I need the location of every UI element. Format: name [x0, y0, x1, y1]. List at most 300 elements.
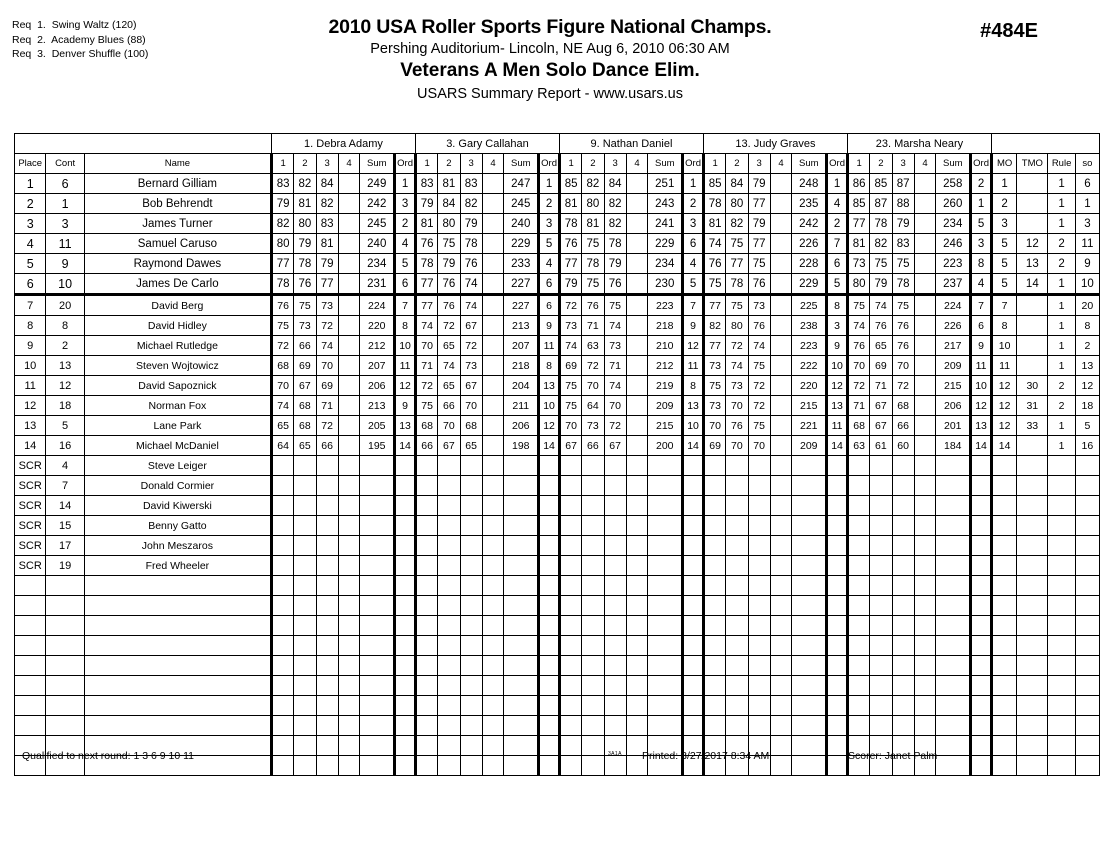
cell-empty: [770, 616, 792, 636]
cell-j2-Ord: 6: [539, 295, 560, 316]
cell-j2-Sum: 207: [504, 336, 539, 356]
cell-j5-Ord: 10: [971, 376, 992, 396]
cell-j2-Sum: 204: [504, 376, 539, 396]
cell-j2-Ord: 14: [539, 436, 560, 456]
cell-j2-1: 75: [415, 396, 437, 416]
cell-j2-1: 76: [415, 234, 437, 254]
cell-j5-3: 78: [892, 274, 914, 295]
cell-tmo: [1017, 194, 1048, 214]
cell-cont: 9: [46, 254, 84, 274]
cell-j3-4: [626, 295, 648, 316]
cell-j1-Sum: [360, 556, 395, 576]
header-place: Place: [15, 154, 46, 174]
cell-j4-Sum: 225: [792, 295, 827, 316]
cell-empty: [438, 656, 460, 676]
cell-empty: [626, 616, 648, 636]
cell-empty: [539, 716, 560, 736]
cell-j1-3: 83: [316, 214, 338, 234]
cell-empty: [316, 596, 338, 616]
cell-j2-Ord: [539, 516, 560, 536]
cell-empty: [1075, 596, 1099, 616]
cell-j1-3: 73: [316, 295, 338, 316]
cell-j3-3: 84: [604, 174, 626, 194]
cell-empty: [827, 596, 848, 616]
cell-empty: [294, 656, 316, 676]
cell-j5-Sum: 223: [936, 254, 971, 274]
cell-j2-2: [438, 516, 460, 536]
cell-j5-2: 74: [870, 295, 892, 316]
cell-j5-Sum: 234: [936, 214, 971, 234]
cell-empty: [482, 676, 504, 696]
cell-j4-Ord: [827, 496, 848, 516]
cell-tmo: 31: [1017, 396, 1048, 416]
cell-j1-3: 72: [316, 316, 338, 336]
cell-j4-3: 76: [748, 316, 770, 336]
cell-name: David Sapoznick: [84, 376, 271, 396]
cell-empty: [703, 716, 725, 736]
cell-j4-1: 85: [703, 174, 725, 194]
cell-j4-4: [770, 194, 792, 214]
cell-j5-3: 79: [892, 214, 914, 234]
cell-j4-2: 78: [726, 274, 748, 295]
cell-j1-Ord: 13: [395, 416, 416, 436]
cell-j1-1: 70: [271, 376, 293, 396]
cell-so: [1075, 496, 1099, 516]
cell-name: Steven Wojtowicz: [84, 356, 271, 376]
judge-banner-tail-spacer: [991, 134, 1099, 154]
cell-j3-4: [626, 456, 648, 476]
cell-j4-4: [770, 174, 792, 194]
cell-j2-1: 77: [415, 274, 437, 295]
cell-j3-2: 78: [582, 254, 604, 274]
header-judge5-4: 4: [914, 154, 936, 174]
cell-j2-1: [415, 556, 437, 576]
cell-empty: [271, 676, 293, 696]
cell-empty: [792, 596, 827, 616]
cell-j3-1: 81: [559, 194, 581, 214]
cell-j2-3: 65: [460, 436, 482, 456]
cell-j1-3: 79: [316, 254, 338, 274]
header-cont: Cont: [46, 154, 84, 174]
table-row: [15, 214, 1100, 234]
cell-j2-4: [482, 254, 504, 274]
cell-j2-Sum: 240: [504, 214, 539, 234]
cell-j3-3: [604, 496, 626, 516]
header-judge3-Sum: Sum: [648, 154, 683, 174]
cell-so: 13: [1075, 356, 1099, 376]
cell-rule: 1: [1048, 174, 1075, 194]
cell-j4-Ord: 14: [827, 436, 848, 456]
cell-empty: [936, 576, 971, 596]
cell-empty: [770, 736, 792, 756]
cell-j3-4: [626, 174, 648, 194]
cell-empty: [316, 676, 338, 696]
cell-j5-4: [914, 516, 936, 536]
cell-j1-1: 80: [271, 234, 293, 254]
table-row: [15, 436, 1100, 456]
cell-j3-1: [559, 516, 581, 536]
cell-empty: [438, 716, 460, 736]
cell-j3-2: [582, 536, 604, 556]
cell-empty: [504, 736, 539, 756]
cell-j5-Sum: [936, 516, 971, 536]
cell-rule: [1048, 456, 1075, 476]
cell-j2-3: 78: [460, 234, 482, 254]
cell-j4-3: [748, 476, 770, 496]
table-row: [15, 356, 1100, 376]
cell-j3-1: [559, 536, 581, 556]
cell-mo: 12: [991, 376, 1016, 396]
cell-j4-4: [770, 214, 792, 234]
cell-empty: [460, 676, 482, 696]
cell-empty: [870, 696, 892, 716]
cell-j2-1: 79: [415, 194, 437, 214]
cell-place: 7: [15, 295, 46, 316]
cell-j5-4: [914, 214, 936, 234]
cell-j2-3: [460, 556, 482, 576]
cell-j2-3: [460, 476, 482, 496]
cell-j3-1: 75: [559, 376, 581, 396]
cell-j2-Sum: [504, 496, 539, 516]
cell-j5-Sum: 215: [936, 376, 971, 396]
cell-j5-Sum: 217: [936, 336, 971, 356]
cell-j3-3: [604, 476, 626, 496]
cell-j2-3: 74: [460, 295, 482, 316]
cell-j5-1: 71: [847, 396, 869, 416]
cell-j3-Ord: 13: [683, 396, 704, 416]
cell-j5-Sum: [936, 536, 971, 556]
cell-empty: [316, 716, 338, 736]
scorer-text: Scorer: Janet Palm: [848, 750, 938, 762]
requirement-line: Req 3. Denver Shuffle (100): [12, 48, 149, 60]
cell-j2-2: [438, 536, 460, 556]
cell-empty: [415, 756, 437, 776]
cell-j1-1: 68: [271, 356, 293, 376]
cell-empty: [559, 576, 581, 596]
cell-mo: 12: [991, 396, 1016, 416]
cell-empty: [991, 576, 1016, 596]
cell-j1-Ord: 12: [395, 376, 416, 396]
cell-empty: [892, 716, 914, 736]
cell-j5-Ord: [971, 516, 992, 536]
cell-j1-3: 74: [316, 336, 338, 356]
cell-j2-Sum: 233: [504, 254, 539, 274]
cell-empty: [316, 616, 338, 636]
cell-j4-4: [770, 234, 792, 254]
cell-j4-3: 70: [748, 436, 770, 456]
cell-empty: [936, 716, 971, 736]
cell-j5-Sum: [936, 496, 971, 516]
cell-empty: [770, 676, 792, 696]
cell-j1-4: [338, 376, 360, 396]
cell-rule: 1: [1048, 356, 1075, 376]
cell-empty: [1048, 596, 1075, 616]
cell-rule: 1: [1048, 295, 1075, 316]
cell-j1-Sum: [360, 536, 395, 556]
cell-j2-2: 84: [438, 194, 460, 214]
cell-empty: [936, 636, 971, 656]
cell-empty: [460, 596, 482, 616]
cell-empty: [936, 756, 971, 776]
cell-j4-Sum: 215: [792, 396, 827, 416]
cell-j4-3: 77: [748, 194, 770, 214]
cell-name: Benny Gatto: [84, 516, 271, 536]
cell-j2-Sum: 227: [504, 295, 539, 316]
cell-empty: [15, 696, 46, 716]
table-row-empty: [15, 696, 1100, 716]
cell-j4-Sum: 229: [792, 274, 827, 295]
cell-empty: [504, 756, 539, 776]
cell-empty: [892, 576, 914, 596]
header-judge1-3: 3: [316, 154, 338, 174]
cell-j1-4: [338, 214, 360, 234]
cell-empty: [703, 656, 725, 676]
cell-empty: [991, 696, 1016, 716]
cell-empty: [539, 696, 560, 716]
cell-j2-Sum: [504, 536, 539, 556]
cell-j3-4: [626, 556, 648, 576]
cell-empty: [84, 716, 271, 736]
header-judge2-Sum: Sum: [504, 154, 539, 174]
cell-j2-3: [460, 536, 482, 556]
cell-tmo: [1017, 174, 1048, 194]
cell-empty: [991, 596, 1016, 616]
cell-empty: [271, 736, 293, 756]
cell-empty: [15, 576, 46, 596]
cell-j2-1: 71: [415, 356, 437, 376]
cell-empty: [539, 596, 560, 616]
cell-tmo: [1017, 456, 1048, 476]
cell-j2-2: [438, 556, 460, 576]
cell-empty: [582, 636, 604, 656]
cell-j4-Sum: [792, 556, 827, 576]
cell-j1-1: 76: [271, 295, 293, 316]
cell-j1-Sum: [360, 456, 395, 476]
cell-mo: [991, 496, 1016, 516]
cell-j3-1: 78: [559, 214, 581, 234]
cell-empty: [15, 656, 46, 676]
cell-rule: 1: [1048, 436, 1075, 456]
cell-empty: [847, 576, 869, 596]
cell-j5-4: [914, 234, 936, 254]
cell-j5-3: 70: [892, 356, 914, 376]
cell-j1-3: [316, 496, 338, 516]
cell-empty: [360, 596, 395, 616]
cell-empty: [1048, 636, 1075, 656]
cell-empty: [914, 656, 936, 676]
cell-empty: [726, 576, 748, 596]
cell-empty: [316, 736, 338, 756]
cell-cont: 6: [46, 174, 84, 194]
print-code: 3A1A: [608, 751, 622, 757]
cell-so: 18: [1075, 396, 1099, 416]
cell-j4-4: [770, 336, 792, 356]
cell-mo: 5: [991, 234, 1016, 254]
cell-mo: 5: [991, 274, 1016, 295]
cell-j5-Ord: 6: [971, 316, 992, 336]
cell-j4-2: 70: [726, 396, 748, 416]
cell-empty: [338, 736, 360, 756]
cell-j1-Ord: [395, 496, 416, 516]
cell-j2-2: 81: [438, 174, 460, 194]
cell-j3-3: 76: [604, 274, 626, 295]
cell-empty: [1017, 676, 1048, 696]
cell-empty: [792, 756, 827, 776]
cell-j4-Ord: 7: [827, 234, 848, 254]
cell-j3-Sum: 200: [648, 436, 683, 456]
cell-j5-Ord: 7: [971, 295, 992, 316]
cell-j4-Ord: [827, 516, 848, 536]
cell-j1-1: [271, 476, 293, 496]
cell-j3-Ord: 8: [683, 376, 704, 396]
cell-j5-2: 87: [870, 194, 892, 214]
header-judge1-Sum: Sum: [360, 154, 395, 174]
cell-j5-Sum: [936, 556, 971, 576]
cell-j3-1: [559, 476, 581, 496]
cell-j1-3: 66: [316, 436, 338, 456]
cell-name: James Turner: [84, 214, 271, 234]
cell-j1-1: [271, 456, 293, 476]
cell-name: Lane Park: [84, 416, 271, 436]
cell-j2-2: 65: [438, 376, 460, 396]
header-so: so: [1075, 154, 1099, 174]
cell-j5-4: [914, 396, 936, 416]
cell-j1-2: 73: [294, 316, 316, 336]
cell-rule: [1048, 516, 1075, 536]
cell-empty: [892, 656, 914, 676]
cell-j5-2: 65: [870, 336, 892, 356]
cell-j4-1: 69: [703, 436, 725, 456]
cell-empty: [792, 616, 827, 636]
judge-name-header: 9. Nathan Daniel: [559, 134, 703, 154]
cell-empty: [1048, 736, 1075, 756]
cell-empty: [415, 696, 437, 716]
cell-empty: [482, 696, 504, 716]
cell-j5-Ord: 5: [971, 214, 992, 234]
cell-empty: [482, 716, 504, 736]
cell-empty: [360, 676, 395, 696]
cell-empty: [792, 656, 827, 676]
cell-cont: 16: [46, 436, 84, 456]
cell-j5-3: 87: [892, 174, 914, 194]
cell-j3-Sum: 241: [648, 214, 683, 234]
cell-j1-1: 82: [271, 214, 293, 234]
cell-j5-4: [914, 416, 936, 436]
cell-j4-3: [748, 556, 770, 576]
table-row: [15, 174, 1100, 194]
cell-j2-Ord: 9: [539, 316, 560, 336]
cell-j2-4: [482, 556, 504, 576]
cell-j4-2: 80: [726, 194, 748, 214]
cell-empty: [438, 596, 460, 616]
cell-j2-4: [482, 295, 504, 316]
cell-j4-Sum: 226: [792, 234, 827, 254]
cell-j2-Ord: [539, 556, 560, 576]
cell-j2-Ord: 6: [539, 274, 560, 295]
cell-j4-3: 74: [748, 336, 770, 356]
cell-empty: [460, 756, 482, 776]
cell-empty: [1017, 616, 1048, 636]
cell-j3-1: 79: [559, 274, 581, 295]
cell-j2-1: [415, 476, 437, 496]
cell-j2-4: [482, 456, 504, 476]
cell-j3-Sum: [648, 536, 683, 556]
cell-j4-3: [748, 456, 770, 476]
cell-j3-2: 80: [582, 194, 604, 214]
cell-empty: [460, 736, 482, 756]
cell-j1-Ord: 11: [395, 356, 416, 376]
cell-j1-4: [338, 316, 360, 336]
cell-empty: [316, 696, 338, 716]
cell-j5-2: 61: [870, 436, 892, 456]
cell-j3-3: 82: [604, 194, 626, 214]
cell-tmo: [1017, 476, 1048, 496]
cell-empty: [1017, 656, 1048, 676]
cell-j2-2: 70: [438, 416, 460, 436]
cell-empty: [604, 696, 626, 716]
cell-empty: [438, 636, 460, 656]
cell-j2-Sum: 211: [504, 396, 539, 416]
cell-empty: [971, 596, 992, 616]
cell-cont: 14: [46, 496, 84, 516]
cell-j5-Sum: 237: [936, 274, 971, 295]
cell-empty: [482, 756, 504, 776]
cell-empty: [604, 596, 626, 616]
cell-j2-3: 82: [460, 194, 482, 214]
cell-j2-4: [482, 436, 504, 456]
cell-mo: 1: [991, 174, 1016, 194]
cell-j1-Ord: 5: [395, 254, 416, 274]
cell-j2-3: 67: [460, 316, 482, 336]
cell-empty: [991, 756, 1016, 776]
cell-j2-Sum: 229: [504, 234, 539, 254]
cell-j5-Sum: 209: [936, 356, 971, 376]
cell-empty: [338, 616, 360, 636]
cell-mo: [991, 556, 1016, 576]
cell-name: Donald Cormier: [84, 476, 271, 496]
cell-j2-2: 66: [438, 396, 460, 416]
cell-empty: [648, 596, 683, 616]
cell-empty: [604, 636, 626, 656]
cell-name: David Berg: [84, 295, 271, 316]
competition-title: 2010 USA Roller Sports Figure National Champs.: [328, 16, 772, 38]
cell-j2-Sum: 213: [504, 316, 539, 336]
cell-empty: [338, 636, 360, 656]
cell-empty: [1075, 576, 1099, 596]
cell-j2-2: 72: [438, 316, 460, 336]
cell-empty: [726, 656, 748, 676]
cell-j5-3: 76: [892, 336, 914, 356]
cell-j5-2: [870, 536, 892, 556]
cell-j5-3: 75: [892, 254, 914, 274]
cell-j2-4: [482, 516, 504, 536]
cell-empty: [971, 736, 992, 756]
cell-j5-Sum: 246: [936, 234, 971, 254]
cell-name: Raymond Dawes: [84, 254, 271, 274]
cell-j1-Sum: 205: [360, 416, 395, 436]
cell-so: [1075, 476, 1099, 496]
cell-j3-Sum: 251: [648, 174, 683, 194]
cell-tmo: 30: [1017, 376, 1048, 396]
cell-j4-3: 73: [748, 295, 770, 316]
cell-empty: [482, 656, 504, 676]
cell-j5-4: [914, 376, 936, 396]
table-row: [15, 254, 1100, 274]
cell-j2-4: [482, 214, 504, 234]
cell-j5-2: [870, 496, 892, 516]
cell-tmo: 14: [1017, 274, 1048, 295]
cell-j3-Sum: 223: [648, 295, 683, 316]
